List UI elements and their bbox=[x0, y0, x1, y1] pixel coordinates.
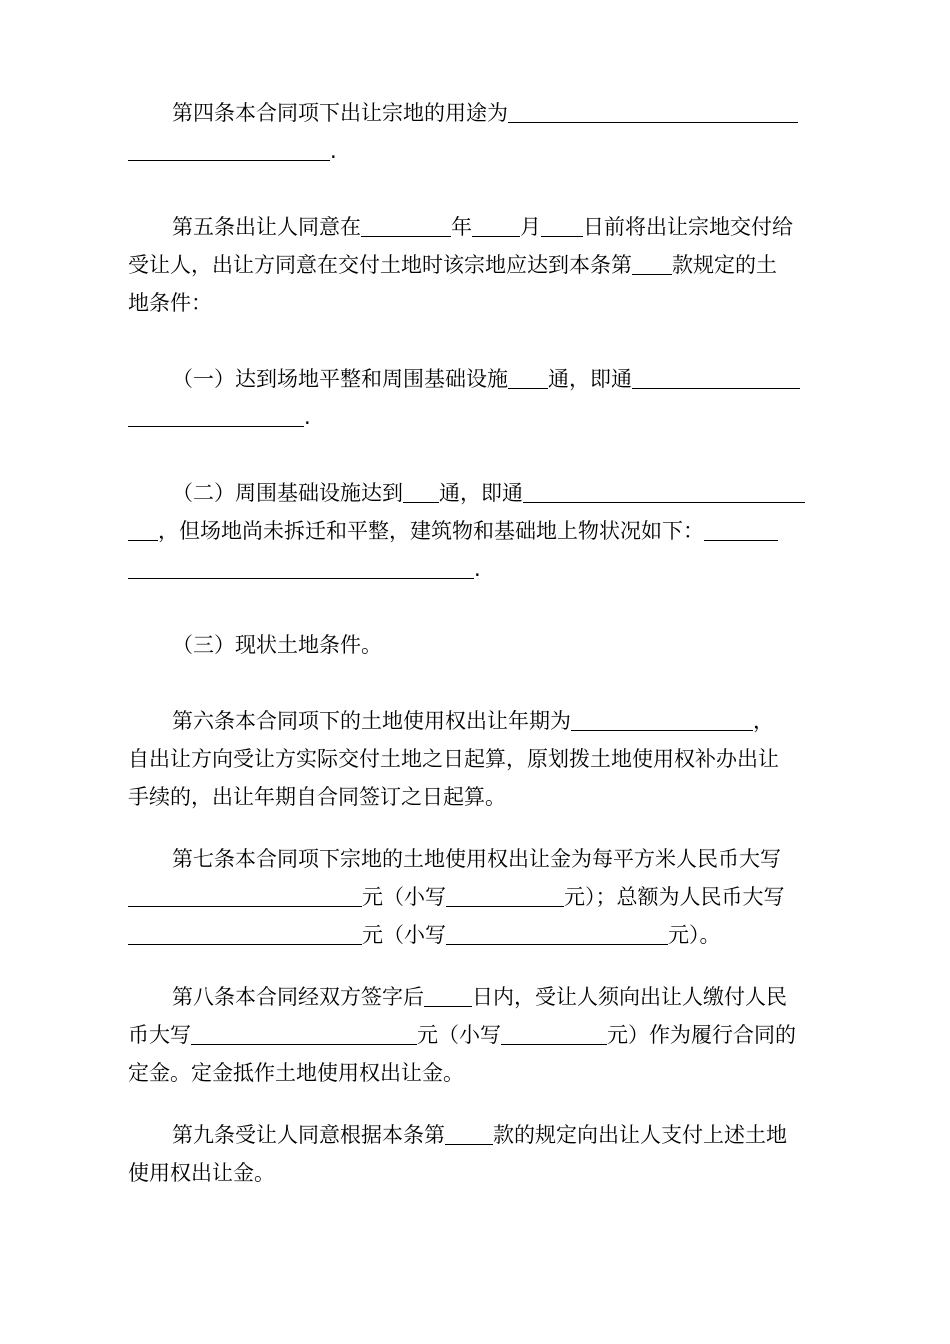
item-1-end: . bbox=[304, 405, 311, 429]
land-use-blank bbox=[508, 99, 798, 123]
deposit-numeric-blank bbox=[501, 1021, 607, 1045]
item-3-text: （三）现状土地条件。 bbox=[172, 633, 382, 657]
item-2-line-1 bbox=[128, 474, 820, 512]
article-5-text-c: 受让人，出让方同意在交付土地时该宗地应达到本条第 bbox=[128, 253, 632, 277]
year-label: 年 bbox=[451, 215, 472, 239]
infrastructure-detail-blank-continued bbox=[128, 403, 304, 427]
article-5-text-b: 日前将出让宗地交付给 bbox=[583, 215, 793, 239]
delivery-month-blank bbox=[472, 213, 520, 237]
article-4-line-1 bbox=[128, 94, 820, 132]
article-6-text-c: 自出让方向受让方实际交付土地之日起算，原划拨土地使用权补办出让 bbox=[128, 747, 779, 771]
item-2-text-c: ，但场地尚未拆迁和平整，建筑物和基础地上物状况如下： bbox=[158, 519, 704, 543]
article-4-text: 第四条本合同项下出让宗地的用途为 bbox=[172, 101, 508, 125]
article-8-text-d: 元（小写 bbox=[417, 1023, 501, 1047]
article-6-text-a: 第六条本合同项下的土地使用权出让年期为 bbox=[172, 709, 571, 733]
item-2-end: . bbox=[474, 557, 481, 581]
item-1-text-a: （一）达到场地平整和周围基础设施 bbox=[172, 367, 508, 391]
article-8-text-a: 第八条本合同经双方签字后 bbox=[172, 985, 424, 1009]
infrastructure-count-blank-2 bbox=[403, 479, 439, 503]
article-5-line-2 bbox=[128, 246, 820, 284]
infrastructure-detail-blank bbox=[632, 365, 800, 389]
item-1-line-2 bbox=[128, 398, 820, 436]
article-8-text-f: 定金。定金抵作土地使用权出让金。 bbox=[128, 1061, 464, 1085]
article-7-text-b: 元（小写 bbox=[362, 885, 446, 909]
article-7-line-3 bbox=[128, 916, 820, 954]
unit-price-uppercase-blank bbox=[128, 883, 362, 907]
article-7-text-c: 元）；总额为人民币大写 bbox=[564, 885, 785, 909]
item-2-line-3 bbox=[128, 550, 820, 588]
deposit-uppercase-blank bbox=[191, 1021, 417, 1045]
item-2-text-b: 通，即通 bbox=[439, 481, 523, 505]
article-5-text-e: 地条件： bbox=[128, 291, 212, 315]
payment-days-blank bbox=[424, 983, 472, 1007]
article-9-text-a: 第九条受让人同意根据本条第 bbox=[172, 1123, 445, 1147]
article-6-text-d: 手续的，出让年期自合同签订之日起算。 bbox=[128, 785, 506, 809]
article-7-text-a: 第七条本合同项下宗地的土地使用权出让金为每平方米人民币大写 bbox=[172, 847, 781, 871]
article-8-text-e: 元）作为履行合同的 bbox=[607, 1023, 796, 1047]
structure-status-blank-continued bbox=[128, 555, 474, 579]
article-5-text-a: 第五条出让人同意在 bbox=[172, 215, 361, 239]
delivery-year-blank bbox=[361, 213, 451, 237]
infrastructure-count-blank bbox=[508, 365, 548, 389]
article-9-line-2 bbox=[128, 1154, 820, 1192]
item-2-line-2 bbox=[128, 512, 820, 550]
clause-number-blank bbox=[632, 251, 672, 275]
total-uppercase-blank bbox=[128, 921, 362, 945]
article-9-text-b: 款的规定向出让人支付上述土地 bbox=[493, 1123, 787, 1147]
unit-price-numeric-blank bbox=[446, 883, 564, 907]
item-1-line-1 bbox=[128, 360, 820, 398]
article-4-line-2 bbox=[128, 132, 820, 170]
article-5-line-1 bbox=[128, 208, 820, 246]
article-5-text-d: 款规定的土 bbox=[672, 253, 777, 277]
article-7-text-e: 元）。 bbox=[668, 923, 721, 947]
total-numeric-blank bbox=[446, 921, 668, 945]
land-use-blank-continued bbox=[128, 137, 330, 161]
item-3-line-1 bbox=[128, 626, 820, 664]
structure-status-blank bbox=[704, 517, 778, 541]
infrastructure-detail-blank-2 bbox=[523, 479, 805, 503]
month-label: 月 bbox=[520, 215, 541, 239]
article-5-line-3 bbox=[128, 284, 820, 322]
article-8-line-1 bbox=[128, 978, 820, 1016]
article-7-line-2 bbox=[128, 878, 820, 916]
article-9-line-1 bbox=[128, 1116, 820, 1154]
contract-document bbox=[128, 94, 820, 1192]
article-7-text-d: 元（小写 bbox=[362, 923, 446, 947]
article-7-line-1 bbox=[128, 840, 820, 878]
article-6-line-1 bbox=[128, 702, 820, 740]
item-1-text-b: 通，即通 bbox=[548, 367, 632, 391]
article-8-text-b: 日内，受让人须向出让人缴付人民 bbox=[472, 985, 787, 1009]
article-9-text-c: 使用权出让金。 bbox=[128, 1161, 275, 1185]
article-8-text-c: 币大写 bbox=[128, 1023, 191, 1047]
article-6-line-3 bbox=[128, 778, 820, 816]
infrastructure-detail-blank-2-continued bbox=[128, 517, 158, 541]
article-4-end: . bbox=[330, 139, 337, 163]
article-8-line-2 bbox=[128, 1016, 820, 1054]
item-2-text-a: （二）周围基础设施达到 bbox=[172, 481, 403, 505]
article-8-line-3 bbox=[128, 1054, 820, 1092]
article-6-text-b: ， bbox=[753, 709, 774, 733]
article-6-line-2 bbox=[128, 740, 820, 778]
delivery-day-blank bbox=[541, 213, 583, 237]
payment-clause-blank bbox=[445, 1121, 493, 1145]
term-years-blank bbox=[571, 707, 753, 731]
